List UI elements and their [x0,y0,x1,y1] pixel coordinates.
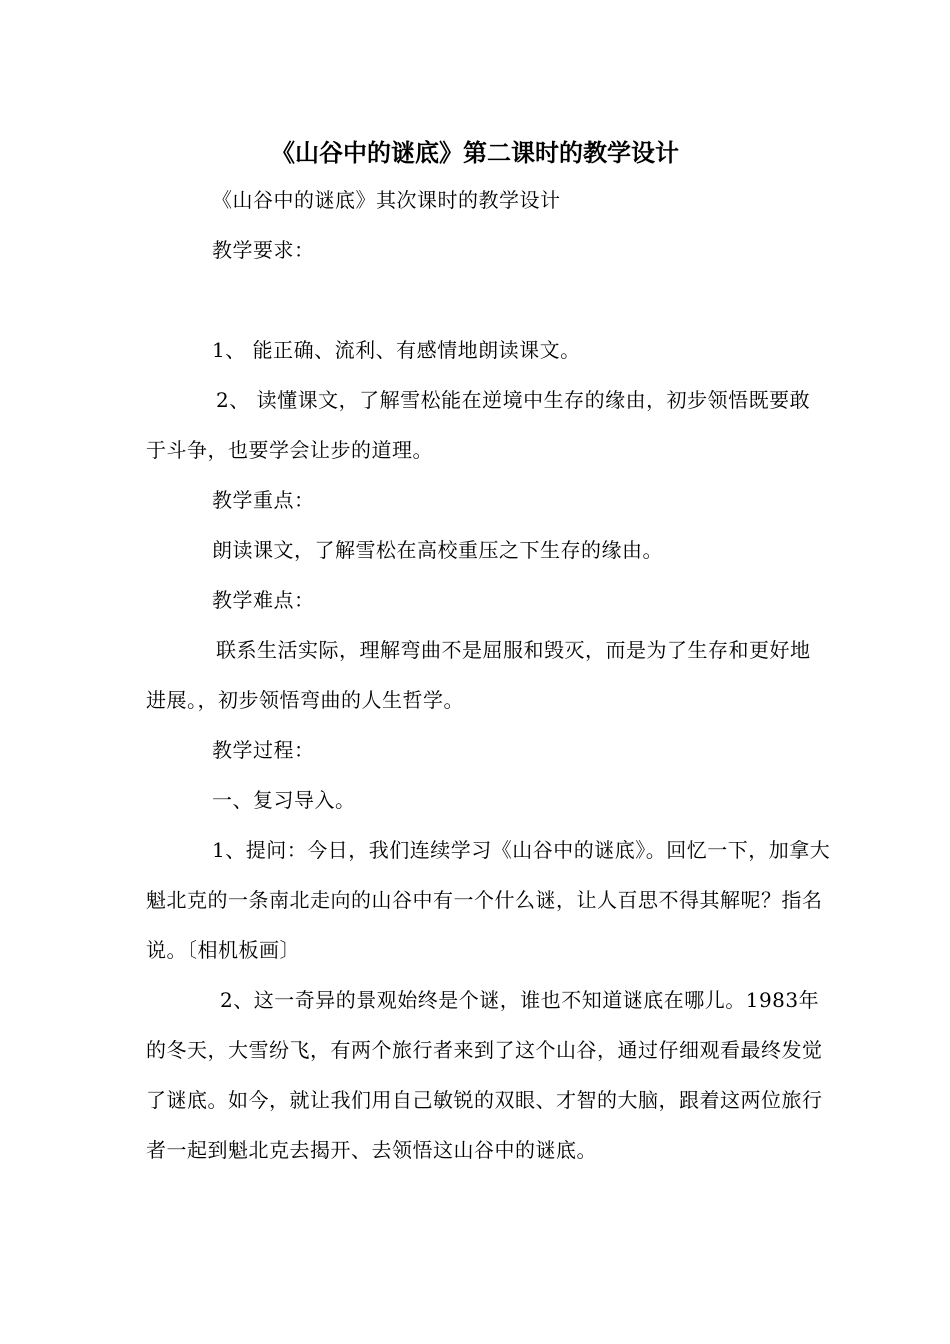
paragraph-subtitle: 《山谷中的谜底》其次课时的教学设计 [212,188,561,212]
process-step-1: 1、提问：今日，我们连续学习《山谷中的谜底》。回忆一下，加拿大魁北克的一条南北走向的山谷中有一个什么谜，让人百思不得其解呢？指名说。〔相机板画〕 [146,838,831,962]
heading-teaching-process: 教学过程： [212,738,315,762]
heading-teaching-focus: 教学重点： [212,488,315,512]
process-step-2: 2、这一奇异的景观始终是个谜，谁也不知道谜底在哪儿。1983年的冬天，大雪纷飞，有两个旅行者来到了这个山谷，通过仔细观看最终发觉了谜底。如今，就让我们用自己敏锐的双眼、才智的大脑，跟着这两位旅行者一起到魁北克去揭开、去领悟这山谷中的谜底。 [146,988,823,1162]
heading-teaching-difficulty: 教学难点： [212,588,315,612]
heading-teaching-requirements: 教学要求： [212,238,315,262]
requirement-item-2: 2、 读懂课文，了解雪松能在逆境中生存的缘由，初步领悟既要敢于斗争，也要学会让步的道理。 [146,388,811,462]
requirement-item-1: 1、 能正确、流利、有感情地朗读课文。 [212,338,581,362]
document-title: 《山谷中的谜底》第二课时的教学设计 [271,138,679,167]
teaching-difficulty-text: 联系生活实际，理解弯曲不是屈服和毁灭，而是为了生存和更好地进展。，初步领悟弯曲的人生哲学。 [146,638,811,712]
teaching-focus-text: 朗读课文，了解雪松在高校重压之下生存的缘由。 [212,538,663,562]
section-review-intro: 一、复习导入。 [212,788,356,812]
